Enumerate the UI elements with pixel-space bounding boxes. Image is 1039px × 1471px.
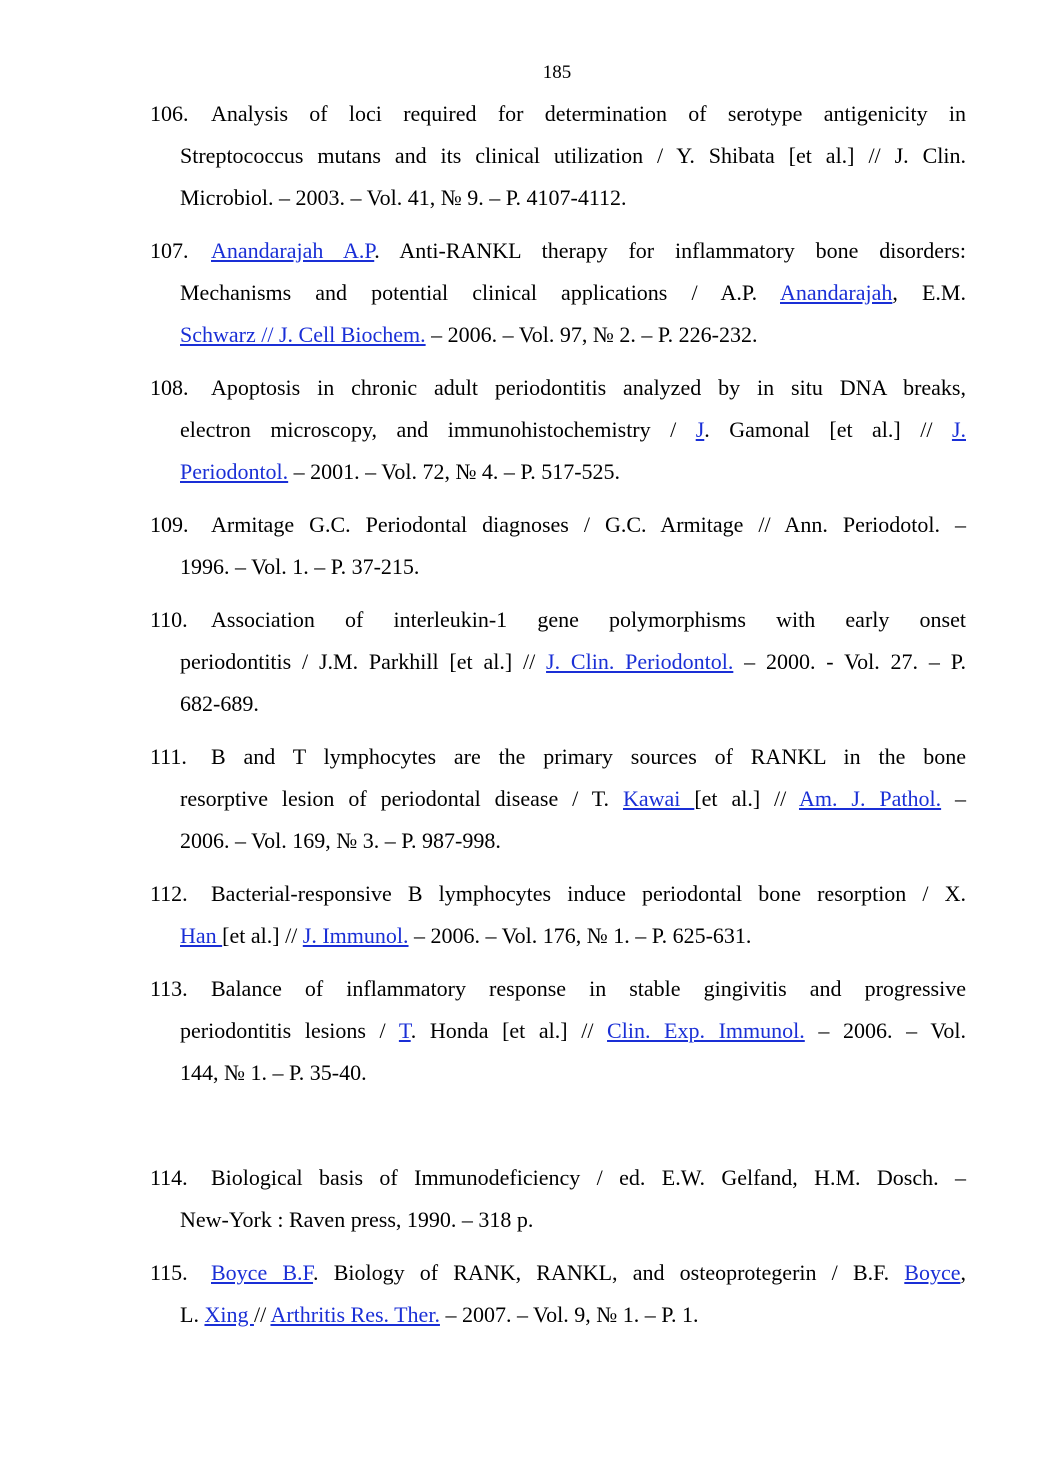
reference-number: 106.	[150, 101, 189, 126]
reference-text: 144, № 1. – P. 35-40.	[180, 1060, 367, 1085]
reference-entry	[150, 93, 966, 219]
reference-entry	[150, 873, 966, 957]
reference-line	[150, 1052, 966, 1094]
reference-number: 112.	[150, 881, 188, 906]
reference-line	[150, 367, 966, 409]
reference-text: Apoptosis in chronic adult periodontitis analyzed by in situ DNA breaks,	[211, 375, 966, 400]
reference-text: . Biology of RANK, RANKL, and osteoprotegerin / B.F.	[313, 1260, 905, 1285]
reference-text: – 2001. – Vol. 72, № 4. – P. 517-525.	[288, 459, 621, 484]
reference-text: Bacterial-responsive B lymphocytes induce periodontal bone resorption / X.	[211, 881, 966, 906]
reference-text: //	[253, 1302, 271, 1327]
reference-text: Streptococcus mutans and its clinical utilization / Y. Shibata [et al.] // J. Clin.	[180, 143, 966, 168]
reference-line	[150, 1010, 966, 1052]
reference-text: resorptive lesion of periodontal disease / T.	[180, 786, 623, 811]
reference-text: – 2006. – Vol. 176, № 1. – P. 625-631.	[408, 923, 752, 948]
reference-number: 107.	[150, 238, 189, 263]
reference-line	[150, 135, 966, 177]
reference-line	[150, 272, 966, 314]
reference-line	[150, 1157, 966, 1199]
reference-number: 109.	[150, 512, 189, 537]
reference-link[interactable]: T	[398, 1018, 411, 1043]
reference-link[interactable]: Han	[180, 923, 223, 948]
reference-line	[150, 820, 966, 862]
reference-number: 113.	[150, 976, 188, 1001]
reference-link[interactable]: Xing	[204, 1302, 254, 1327]
reference-text: periodontitis / J.M. Parkhill [et al.] //	[180, 649, 547, 674]
reference-link[interactable]: Clin. Exp. Immunol.	[607, 1018, 805, 1043]
reference-link[interactable]: Anandarajah A.P	[211, 238, 375, 263]
reference-link[interactable]: J	[695, 417, 705, 442]
reference-link[interactable]: Schwarz // J. Cell Biochem.	[180, 322, 426, 347]
reference-line	[150, 230, 966, 272]
reference-text: [et al.] //	[222, 923, 303, 948]
reference-entry	[150, 1252, 966, 1336]
reference-link[interactable]: J.	[951, 417, 966, 442]
reference-text: – 2000. - Vol. 27. – P.	[733, 649, 967, 674]
reference-link[interactable]: J. Clin. Periodontol.	[546, 649, 734, 674]
reference-link[interactable]: Arthritis Res. Ther.	[270, 1302, 440, 1327]
reference-text: electron microscopy, and immunohistochemistry /	[180, 417, 696, 442]
reference-entry	[150, 599, 966, 725]
reference-text: , E.M.	[892, 280, 966, 305]
reference-line	[150, 314, 966, 356]
reference-line	[150, 968, 966, 1010]
reference-text: Balance of inflammatory response in stable gingivitis and progressive	[211, 976, 966, 1001]
reference-text: L.	[180, 1302, 205, 1327]
reference-line	[150, 599, 966, 641]
reference-text: Armitage G.C. Periodontal diagnoses / G.C. Armitage // Ann. Periodotol. –	[211, 512, 966, 537]
reference-line	[150, 1199, 966, 1241]
reference-text: . Honda [et al.] //	[410, 1018, 608, 1043]
reference-link[interactable]: Am. J. Pathol.	[798, 786, 942, 811]
reference-line	[150, 93, 966, 135]
reference-entry	[150, 1157, 966, 1241]
reference-link[interactable]: Boyce	[904, 1260, 961, 1285]
reference-text: 1996. – Vol. 1. – P. 37-215.	[180, 554, 420, 579]
reference-link[interactable]: J. Immunol.	[302, 923, 409, 948]
reference-text: periodontitis lesions /	[180, 1018, 399, 1043]
reference-number: 114.	[150, 1165, 188, 1190]
reference-text: Analysis of loci required for determination of serotype antigenicity in	[211, 101, 966, 126]
reference-line	[150, 683, 966, 725]
reference-text: B and T lymphocytes are the primary sources of RANKL in the bone	[211, 744, 966, 769]
reference-line	[150, 1294, 966, 1336]
reference-number: 110.	[150, 607, 188, 632]
reference-number: 111.	[150, 744, 187, 769]
reference-link[interactable]: Kawai	[622, 786, 695, 811]
reference-text: 682-689.	[180, 691, 259, 716]
reference-number: 108.	[150, 375, 189, 400]
reference-text: New-York : Raven press, 1990. – 318 p.	[180, 1207, 534, 1232]
reference-text: –	[941, 786, 967, 811]
reference-text: [et al.] //	[694, 786, 799, 811]
reference-text: – 2006. – Vol.	[804, 1018, 966, 1043]
reference-line	[150, 451, 966, 493]
reference-number: 115.	[150, 1260, 188, 1285]
reference-text: – 2006. – Vol. 97, № 2. – P. 226-232.	[425, 322, 758, 347]
reference-link[interactable]: Periodontol.	[180, 459, 289, 484]
reference-line	[150, 641, 966, 683]
reference-entry	[150, 504, 966, 588]
reference-line	[150, 409, 966, 451]
reference-line	[150, 1252, 966, 1294]
reference-text: Association of interleukin-1 gene polymorphisms with early onset	[211, 607, 966, 632]
reference-entry	[150, 736, 966, 862]
reference-line	[150, 736, 966, 778]
reference-text: – 2007. – Vol. 9, № 1. – P. 1.	[439, 1302, 699, 1327]
reference-line	[150, 177, 966, 219]
reference-text: Biological basis of Immunodeficiency / ed. E.W. Gelfand, H.M. Dosch. –	[211, 1165, 966, 1190]
reference-text: Microbiol. – 2003. – Vol. 41, № 9. – P. 4107-4112.	[180, 185, 627, 210]
reference-text: 2006. – Vol. 169, № 3. – P. 987-998.	[180, 828, 501, 853]
reference-text: ,	[960, 1260, 966, 1285]
reference-line	[150, 873, 966, 915]
reference-text: . Anti-RANKL therapy for inflammatory bone disorders:	[374, 238, 967, 263]
reference-link[interactable]: Boyce B.F	[211, 1260, 314, 1285]
reference-line	[150, 546, 966, 588]
reference-line	[150, 778, 966, 820]
page-number: 185	[542, 62, 572, 83]
reference-line	[150, 915, 966, 957]
reference-entry	[150, 968, 966, 1094]
reference-line	[150, 504, 966, 546]
reference-text: . Gamonal [et al.] //	[704, 417, 952, 442]
reference-link[interactable]: Anandarajah	[780, 280, 893, 305]
reference-entry	[150, 230, 966, 356]
reference-text: Mechanisms and potential clinical applications / A.P.	[180, 280, 781, 305]
reference-entry	[150, 367, 966, 493]
